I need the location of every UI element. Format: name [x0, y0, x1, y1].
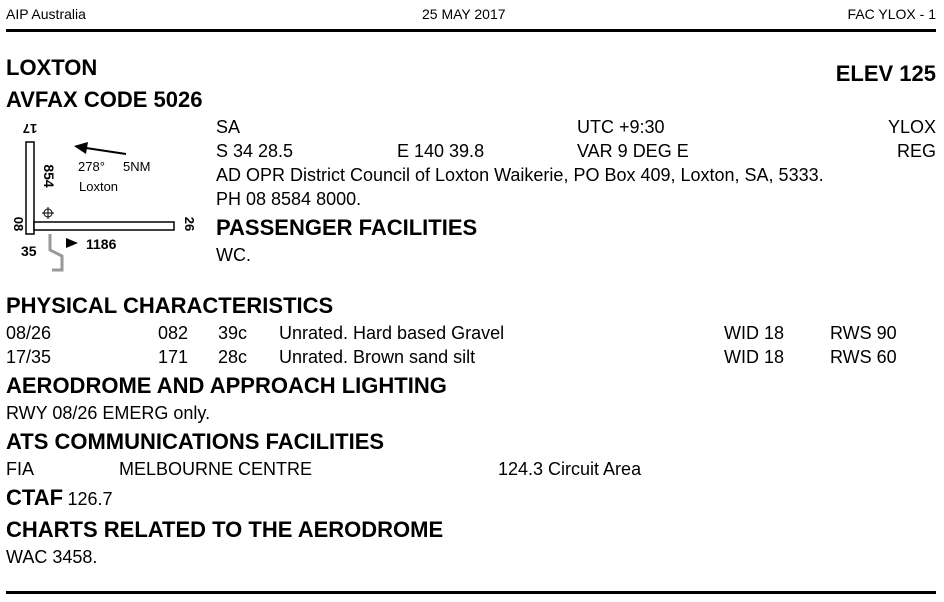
runway-08-26	[34, 222, 174, 230]
table-row-pcn: 39c	[218, 323, 248, 343]
lighting-title: AERODROME AND APPROACH LIGHTING	[6, 373, 447, 398]
aerodrome-name: LOXTON	[6, 55, 98, 80]
utc-offset: UTC +9:30	[577, 117, 665, 137]
ats-service: FIA	[6, 459, 35, 479]
landing-direction-icon	[66, 238, 78, 248]
town-arrow-icon	[74, 142, 126, 154]
ats-unit: MELBOURNE CENTRE	[119, 459, 313, 479]
table-row-width: WID 18	[724, 347, 785, 367]
footer-rule	[6, 591, 936, 594]
table-row-heading: 082	[158, 323, 189, 343]
rwy-35-label: 35	[21, 243, 37, 259]
table-row-rws: RWS 60	[830, 347, 897, 367]
rwy-26-label: 26	[182, 216, 197, 232]
physical-characteristics-title: PHYSICAL CHARACTERISTICS	[6, 293, 334, 318]
rwy-17-label: 17	[22, 121, 38, 136]
ctaf-label: CTAF	[6, 485, 64, 510]
header-rule	[6, 29, 936, 32]
taxiway	[50, 234, 62, 270]
runway-diagram	[0, 112, 200, 272]
town-bearing: 278°	[78, 159, 105, 174]
town-distance: 5NM	[123, 159, 151, 174]
ctaf	[6, 485, 113, 511]
ctaf-frequency: 126.7	[67, 489, 113, 509]
table-row-surface: Unrated. Hard based Gravel	[279, 323, 505, 343]
icao-code: YLOX	[887, 117, 936, 137]
aerodrome-elevation: ELEV 125	[835, 61, 936, 86]
table-row-rwy: 17/35	[6, 347, 52, 367]
lighting-text: RWY 08/26 EMERG only.	[6, 403, 211, 423]
ats-frequency: 124.3 Circuit Area	[498, 459, 642, 479]
ats-title: ATS COMMUNICATIONS FACILITIES	[6, 429, 385, 454]
charts-text: WAC 3458.	[6, 547, 98, 567]
charts-title: CHARTS RELATED TO THE AERODROME	[6, 517, 444, 542]
table-row-rws: RWS 90	[830, 323, 897, 343]
passenger-facilities-title: PASSENGER FACILITIES	[216, 215, 478, 240]
table-row-rwy: 08/26	[6, 323, 52, 343]
magnetic-variation: VAR 9 DEG E	[577, 141, 689, 161]
phone: PH 08 8584 8000.	[216, 189, 362, 209]
avfax-code: AVFAX CODE 5026	[6, 87, 203, 112]
table-row-heading: 171	[158, 347, 189, 367]
table-row-width: WID 18	[724, 323, 785, 343]
latitude: S 34 28.5	[216, 141, 294, 161]
rwy-08-26-length: 1186	[86, 236, 117, 252]
table-row-surface: Unrated. Brown sand silt	[279, 347, 476, 367]
table-row-pcn: 28c	[218, 347, 248, 367]
runway-17-35	[26, 142, 34, 234]
state: SA	[216, 117, 241, 137]
rwy-17-35-length: 854	[41, 164, 57, 188]
passenger-facilities-text: WC.	[216, 245, 251, 265]
operator: AD OPR District Council of Loxton Waikerie, PO Box 409, Loxton, SA, 5333.	[216, 165, 824, 185]
town-name: Loxton	[79, 179, 119, 194]
header-right: FAC YLOX - 1	[847, 6, 936, 22]
arp-symbol	[42, 207, 54, 219]
header-date: 25 MAY 2017	[422, 6, 506, 22]
header-left: AIP Australia	[6, 6, 86, 22]
registration-status: REG	[896, 141, 936, 161]
rwy-08-label: 08	[11, 216, 26, 232]
longitude: E 140 39.8	[397, 141, 485, 161]
